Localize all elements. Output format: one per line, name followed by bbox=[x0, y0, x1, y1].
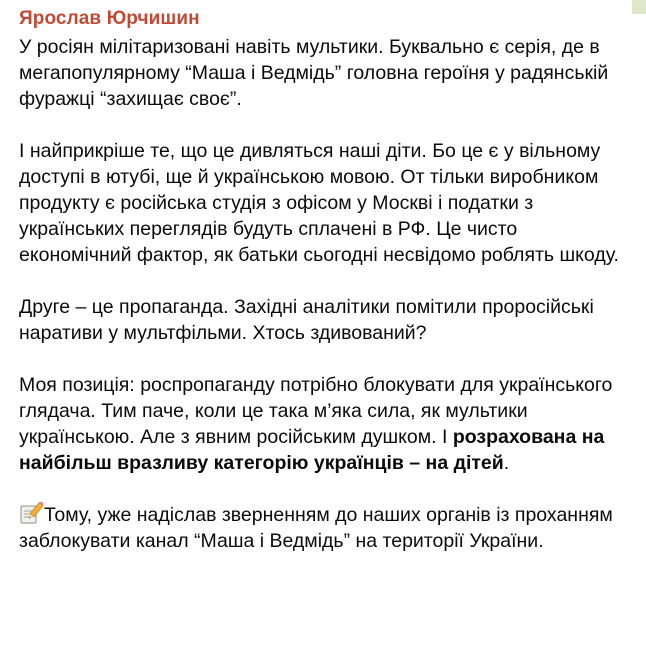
sender-name[interactable]: Ярослав Юрчишин bbox=[19, 8, 200, 29]
message-paragraph-3: Друге – це пропаганда. Західні аналітики помітили проросійські наративи у мультфільми. Хтось здивований? bbox=[19, 296, 594, 344]
message-paragraph-1: У росіян мілітаризовані навіть мультики. Буквально є серія, де в мегапопулярному “Маша і Ведмідь” головна героїня у радянській фуражці “захищає своє”. bbox=[19, 36, 609, 110]
paragraph-4-text: Моя позиція: роспропаганду потрібно блокувати для українського глядача. Тим паче, коли це така м’яка сила, як мультики українською. Але з явним російським душком. І bbox=[19, 374, 613, 448]
memo-icon bbox=[19, 502, 43, 524]
message-paragraph-5 bbox=[19, 502, 626, 554]
message-paragraph-4 bbox=[19, 372, 626, 476]
paragraph-4-tail: . bbox=[503, 452, 510, 474]
paragraph-4-bold-text: розрахована на найбільш вразливу категорію українців – на дітей bbox=[19, 426, 605, 474]
message-paragraph-2: І найприкріше те, що це дивляться наші діти. Бо це є у вільному доступі в ютубі, ще й українською мовою. От тільки виробником продукту є російська студія з офісом у Москві і податки з українських переглядів будуть сплачені в РФ. Це чисто економічний фактор, як батьки сьогодні несвідомо роблять шкоду. bbox=[19, 140, 619, 266]
bubble-corner bbox=[632, 0, 646, 14]
paragraph-5-text: Тому, уже надіслав зверненням до наших органів із проханням заблокувати канал “Маша і Ведмідь” на території України. bbox=[19, 504, 613, 552]
